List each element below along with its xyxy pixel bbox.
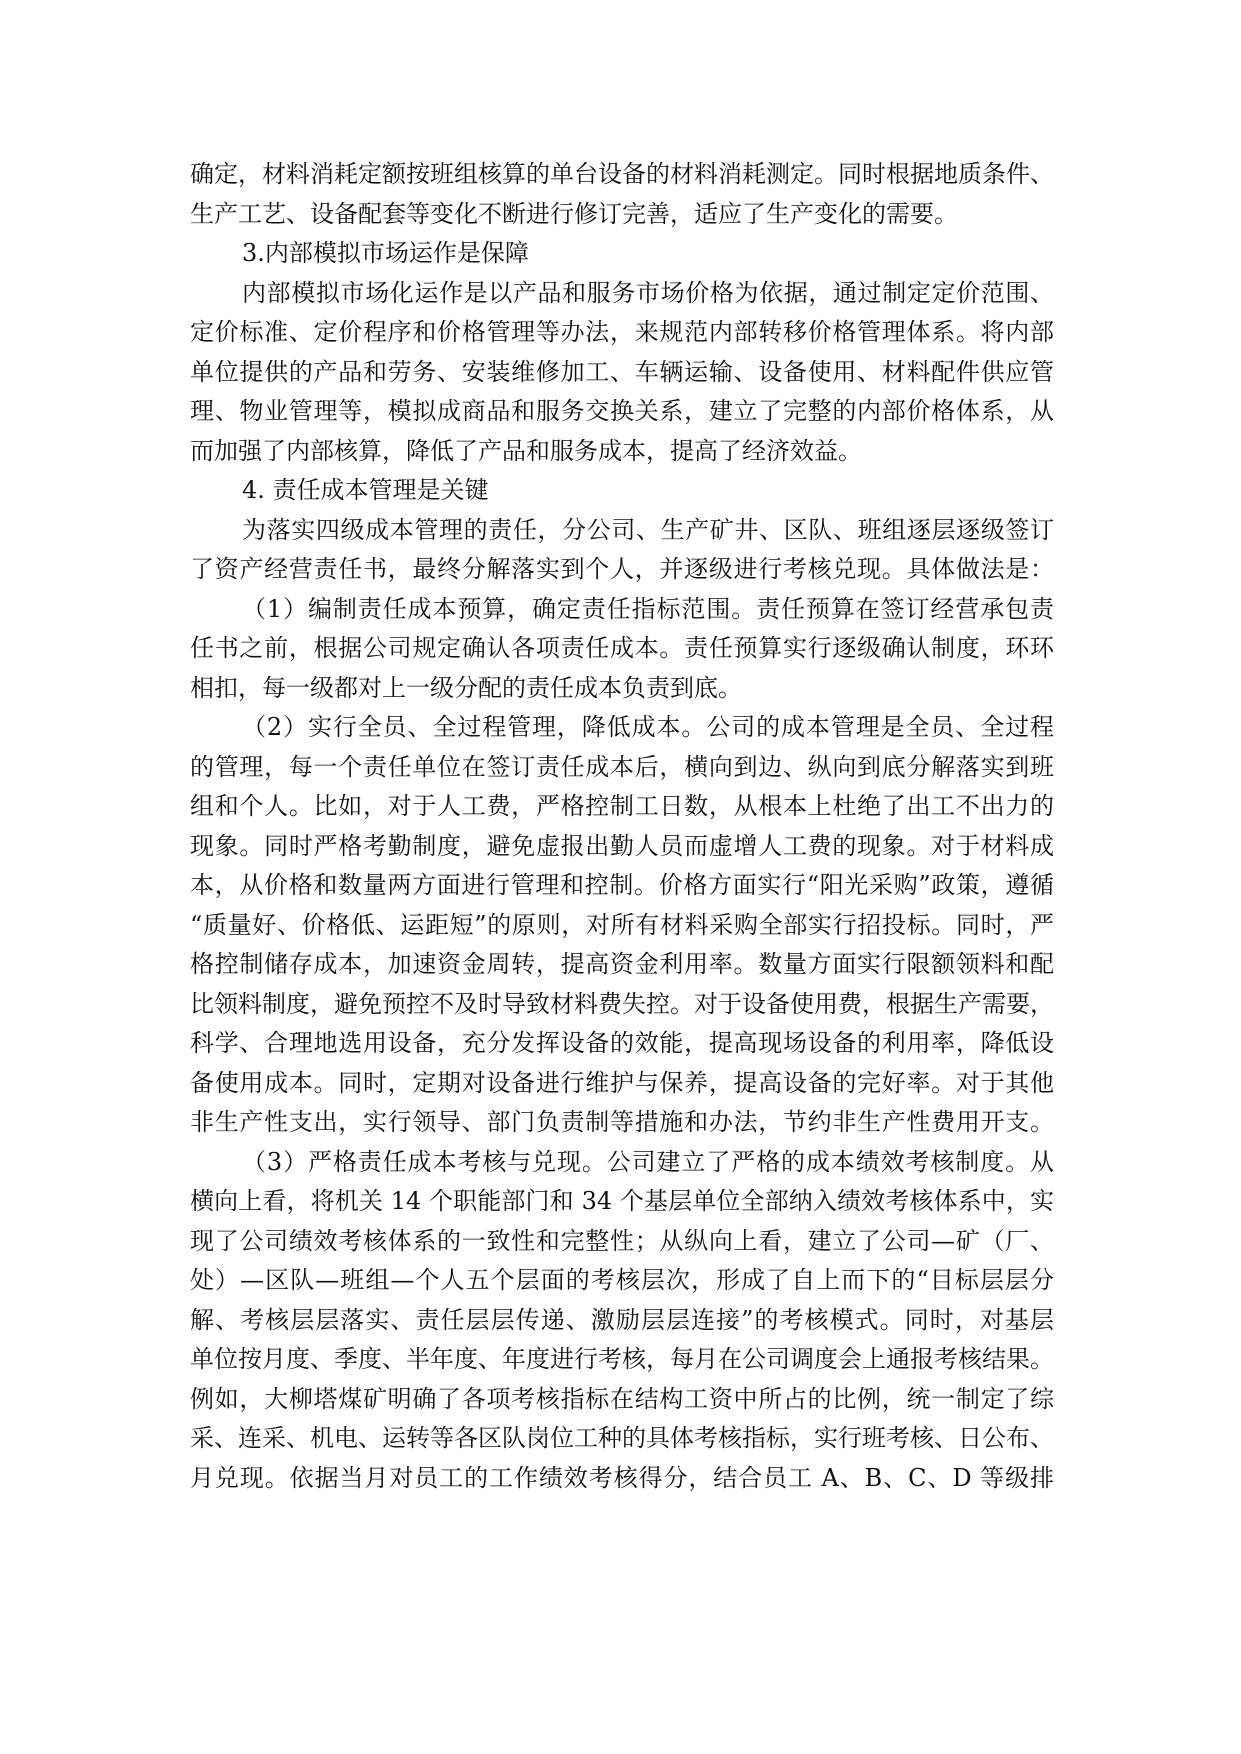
text-line: 现象。同时严格考勤制度，避免虚报出勤人员而虚增人工费的现象。对于材料成 <box>190 831 1054 860</box>
text-line: 生产工艺、设备配套等变化不断进行修订完善，适应了生产变化的需要。 <box>190 199 958 228</box>
text-line: 内部模拟市场化运作是以产品和服务市场价格为依据，通过制定定价范围、 <box>242 278 1054 307</box>
document-page <box>190 155 1054 1498</box>
section-heading: 4. 责任成本管理是关键 <box>242 476 489 504</box>
text-line: 横向上看，将机关 14 个职能部门和 34 个基层单位全部纳入绩效考核体系中，实 <box>190 1187 1054 1215</box>
text-line: 理、物业管理等，模拟成商品和服务交换关系，建立了完整的内部价格体系，从 <box>190 397 1054 425</box>
text-line: 任书之前，根据公司规定确认各项责任成本。责任预算实行逐级确认制度，环环 <box>190 634 1054 662</box>
text-line: 解、考核层层落实、责任层层传递、激励层层连接”的考核模式。同时，对基层 <box>190 1305 1054 1334</box>
text-line: 现了公司绩效考核体系的一致性和完整性；从纵向上看，建立了公司—矿（厂、 <box>190 1226 1054 1255</box>
text-line: 了资产经营责任书，最终分解落实到个人，并逐级进行考核兑现。具体做法是： <box>190 555 1054 583</box>
text-line: 为落实四级成本管理的责任，分公司、生产矿井、区队、班组逐层逐级签订 <box>242 515 1054 544</box>
text-line: 备使用成本。同时，定期对设备进行维护与保养，提高设备的完好率。对于其他 <box>190 1068 1054 1097</box>
text-line: 比领料制度，避免预控不及时导致材料费失控。对于设备使用费，根据生产需要， <box>190 989 1054 1018</box>
text-line: 单位提供的产品和劳务、安装维修加工、车辆运输、设备使用、材料配件供应管 <box>190 357 1054 386</box>
text-line: 格控制储存成本，加速资金周转，提高资金利用率。数量方面实行限额领料和配 <box>190 950 1054 978</box>
text-line: 非生产性支出，实行领导、部门负责制等措施和办法，节约非生产性费用开支。 <box>190 1108 1054 1136</box>
text-line: 月兑现。依据当月对员工的工作绩效考核得分，结合员工 A、B、C、D 等级排 <box>190 1463 1054 1492</box>
text-line: 本，从价格和数量两方面进行管理和控制。价格方面实行“阳光采购”政策，遵循 <box>190 871 1054 899</box>
text-line: 采、连采、机电、运转等各区队岗位工种的具体考核指标，实行班考核、日公布、 <box>190 1424 1054 1452</box>
text-line: 例如，大柳塔煤矿明确了各项考核指标在结构工资中所占的比例，统一制定了综 <box>190 1384 1054 1413</box>
text-line: 组和个人。比如，对于人工费，严格控制工日数，从根本上杜绝了出工不出力的 <box>190 792 1054 820</box>
text-line: （3）严格责任成本考核与兑现。公司建立了严格的成本绩效考核制度。从 <box>242 1147 1054 1176</box>
text-line: 相扣，每一级都对上一级分配的责任成本负责到底。 <box>190 673 742 702</box>
text-line: 单位按月度、季度、半年度、年度进行考核，每月在公司调度会上通报考核结果。 <box>190 1345 1054 1373</box>
text-line: 而加强了内部核算，降低了产品和服务成本，提高了经济效益。 <box>190 436 862 465</box>
text-line: 的管理，每一个责任单位在签订责任成本后，横向到边、纵向到底分解落实到班 <box>190 752 1054 781</box>
text-line: 处）—区队—班组—个人五个层面的考核层次，形成了自上而下的“目标层层分 <box>190 1266 1054 1294</box>
section-heading: 3.内部模拟市场运作是保障 <box>242 239 529 267</box>
text-line: 科学、合理地选用设备，充分发挥设备的效能，提高现场设备的利用率，降低设 <box>190 1029 1054 1057</box>
text-line: （1）编制责任成本预算，确定责任指标范围。责任预算在签订经营承包责 <box>242 594 1054 623</box>
text-line: 确定，材料消耗定额按班组核算的单台设备的材料消耗测定。同时根据地质条件、 <box>190 160 1054 188</box>
text-line: 定价标准、定价程序和价格管理等办法，来规范内部转移价格管理体系。将内部 <box>190 318 1054 346</box>
text-line: “质量好、价格低、运距短”的原则，对所有材料采购全部实行招投标。同时，严 <box>190 910 1054 939</box>
text-line: （2）实行全员、全过程管理，降低成本。公司的成本管理是全员、全过程 <box>242 713 1054 741</box>
